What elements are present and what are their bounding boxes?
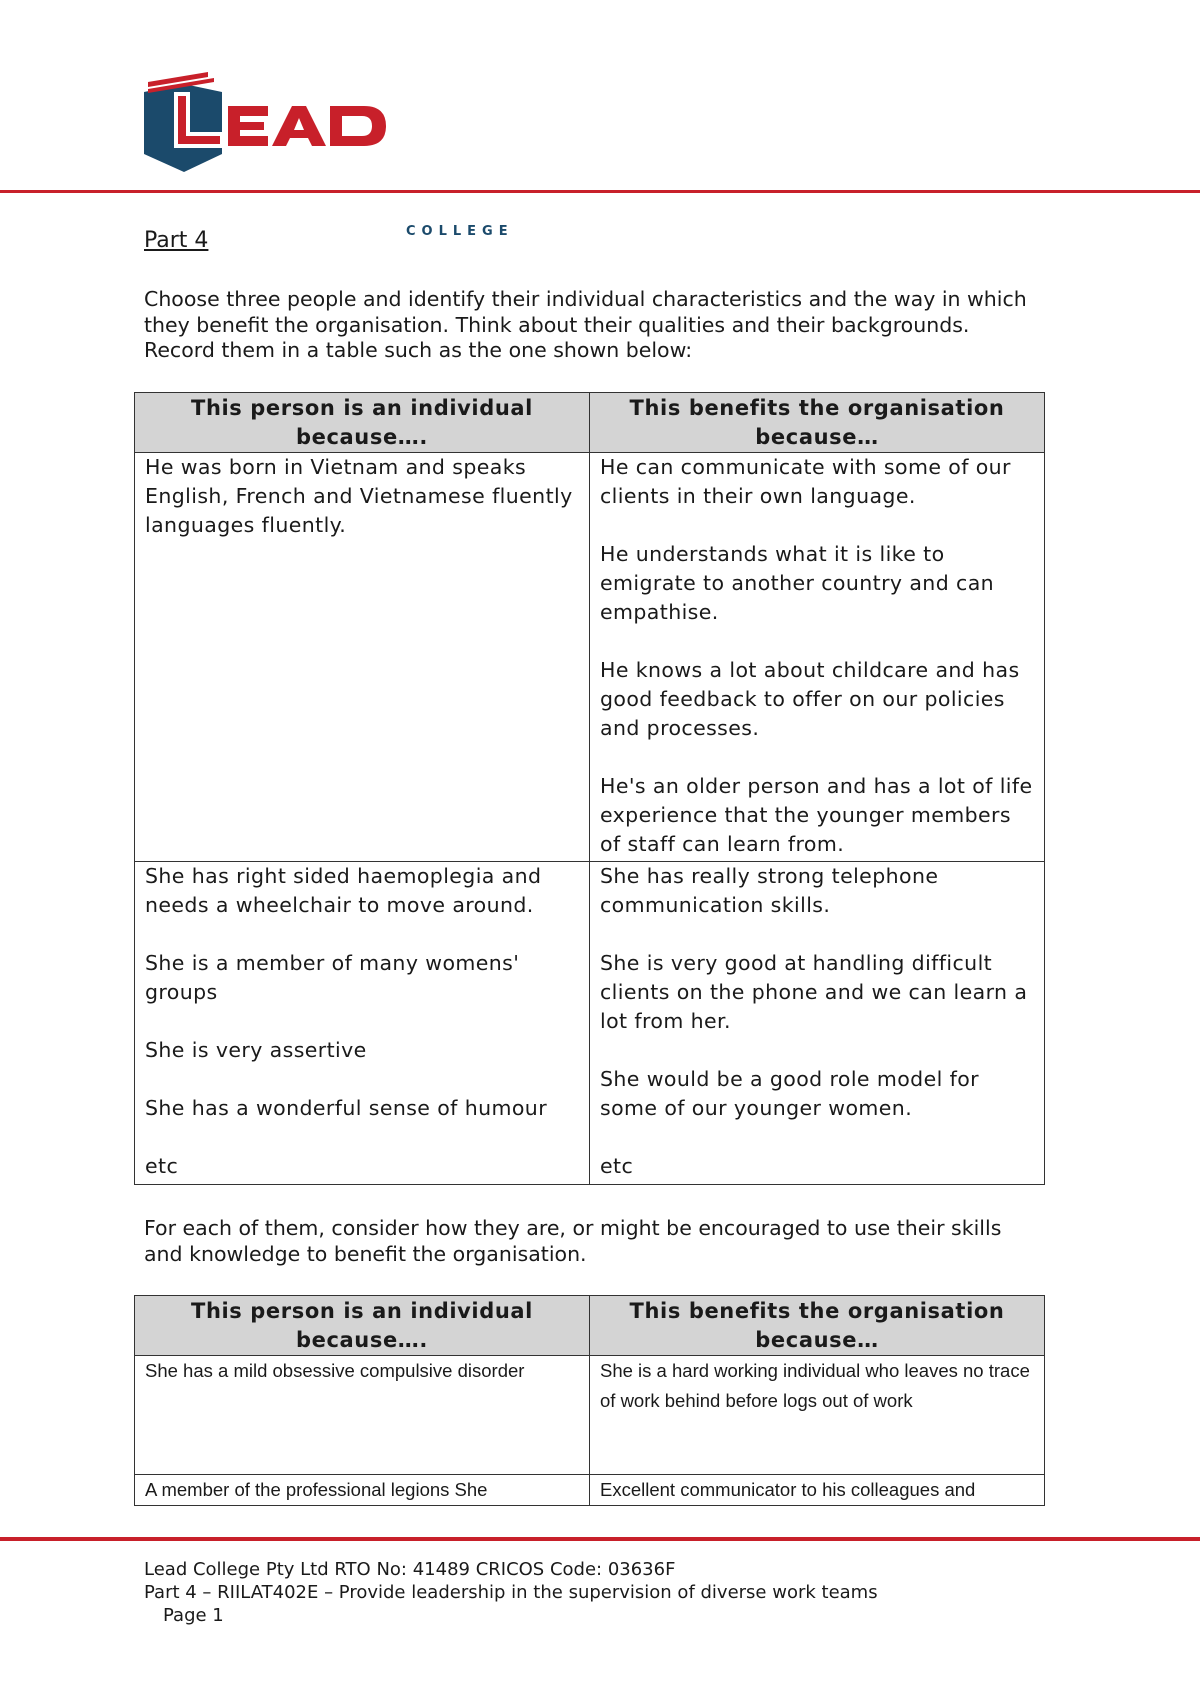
table-cell[interactable]: A member of the professional legions She xyxy=(135,1475,590,1506)
lead-logo-icon xyxy=(144,70,394,180)
cell-text: He knows a lot about childcare and has good feedback to offer on our policies and processes. xyxy=(600,658,1020,740)
cell-text: He was born in Vietnam and speaks English, French and Vietnamese fluently languages fluently. xyxy=(145,455,573,537)
column-header-benefit: This benefits the organisation because… xyxy=(590,393,1045,453)
table-cell[interactable]: Excellent communicator to his colleagues and xyxy=(590,1475,1045,1506)
header-divider xyxy=(0,190,1200,193)
table-row xyxy=(135,862,1045,1185)
section-heading: Part 4 xyxy=(144,228,209,253)
cell-text: She has really strong telephone communication skills. xyxy=(600,864,939,917)
cell-text: He can communicate with some of our clients in their own language. xyxy=(600,455,1011,508)
cell-text: etc xyxy=(145,1154,179,1178)
table-header-row xyxy=(135,393,1045,453)
characteristics-table xyxy=(134,392,1045,1185)
cell-text: She would be a good role model for some of our younger women. xyxy=(600,1067,979,1120)
cell-text: He's an older person and has a lot of life experience that the younger members of staff can learn from. xyxy=(600,774,1033,856)
page-number: Page 1 xyxy=(163,1605,224,1626)
table-row xyxy=(135,1356,1045,1475)
column-header-individual: This person is an individual because…. xyxy=(135,393,590,453)
column-header-individual: This person is an individual because…. xyxy=(135,1296,590,1356)
cell-text: He understands what it is like to emigrate to another country and can empathise. xyxy=(600,542,995,624)
cell-text: etc xyxy=(600,1154,634,1178)
intro-paragraph: Choose three people and identify their individual characteristics and the way in which they benefit the organisation. Think about their qualities and their backgrounds. Record them in a table such as the one shown below: xyxy=(144,287,1027,362)
cell-text: She is very assertive xyxy=(145,1038,367,1062)
instruction-paragraph: For each of them, consider how they are, or might be encouraged to use their skills and knowledge to benefit the organisation. xyxy=(144,1216,1002,1266)
table-cell[interactable] xyxy=(135,862,590,1185)
table-row xyxy=(135,1475,1045,1506)
response-table xyxy=(134,1295,1045,1506)
footer-unit-line: Part 4 – RIILAT402E – Provide leadership in the supervision of diverse work teams xyxy=(144,1582,878,1603)
cell-text: She has right sided haemoplegia and needs a wheelchair to move around. xyxy=(145,864,542,917)
footer-divider xyxy=(0,1537,1200,1541)
table-cell[interactable] xyxy=(590,453,1045,862)
lead-college-logo xyxy=(144,70,514,239)
table-cell[interactable] xyxy=(135,453,590,862)
cell-text: She is very good at handling difficult clients on the phone and we can learn a lot from her. xyxy=(600,951,1028,1033)
page-footer xyxy=(144,1558,878,1627)
table-cell[interactable] xyxy=(590,862,1045,1185)
table-cell[interactable]: She is a hard working individual who leaves no trace of work behind before logs out of work xyxy=(590,1356,1045,1475)
logo-college-text: COLLEGE xyxy=(406,224,514,239)
footer-company-line: Lead College Pty Ltd RTO No: 41489 CRICOS Code: 03636F xyxy=(144,1559,676,1580)
cell-text: She is a member of many womens' groups xyxy=(145,951,520,1004)
table-row xyxy=(135,453,1045,862)
table-header-row xyxy=(135,1296,1045,1356)
column-header-benefit: This benefits the organisation because… xyxy=(590,1296,1045,1356)
cell-text: She has a wonderful sense of humour xyxy=(145,1096,548,1120)
table-cell[interactable]: She has a mild obsessive compulsive disorder xyxy=(135,1356,590,1475)
